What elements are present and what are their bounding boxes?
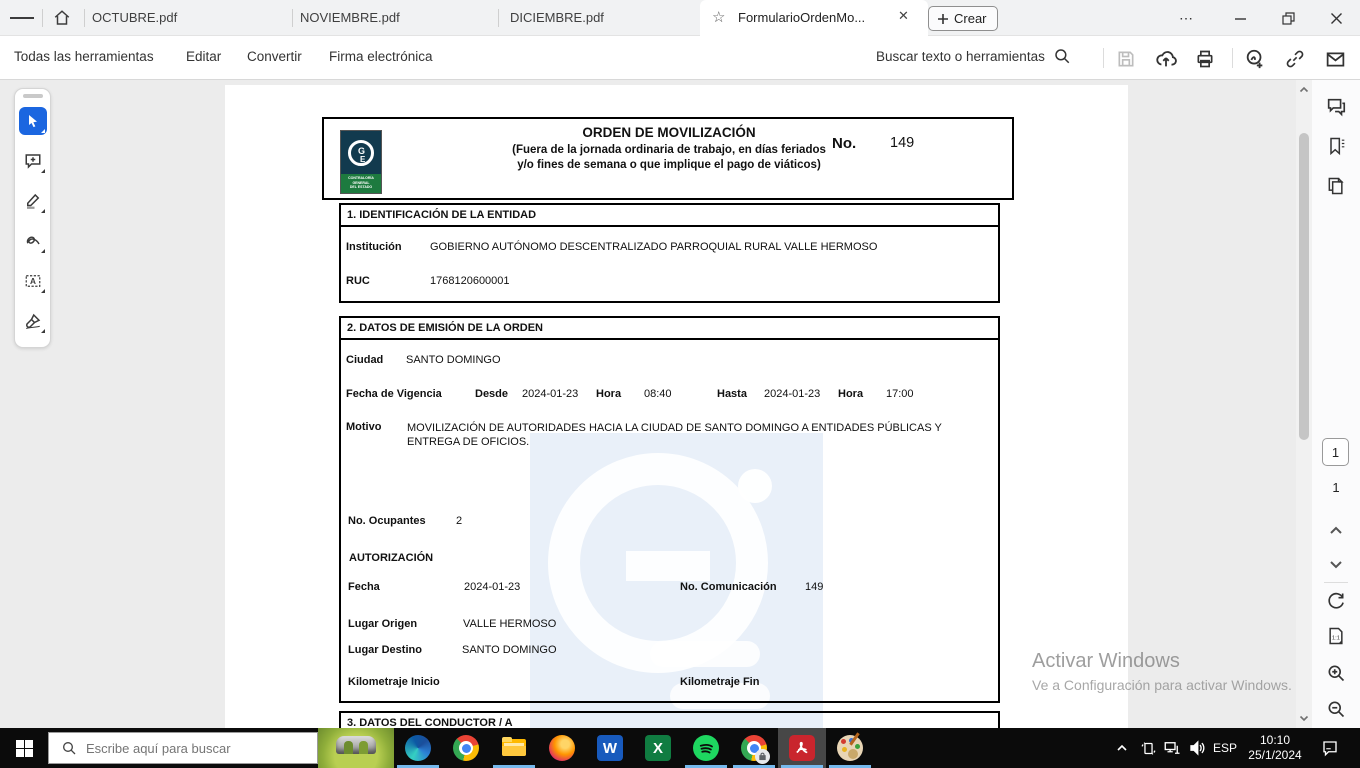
- taskbar-acrobat-icon[interactable]: [778, 728, 826, 768]
- svg-text:A: A: [30, 277, 36, 286]
- panel-drag-handle[interactable]: [23, 94, 43, 98]
- action-center-icon[interactable]: [1318, 728, 1342, 768]
- menu-icon[interactable]: [10, 6, 34, 30]
- form-title: ORDEN DE MOVILIZACIÓN: [582, 125, 756, 140]
- logo-caption-2: GENERAL: [352, 180, 370, 185]
- fecha-value: 2024-01-23: [464, 581, 521, 593]
- destino-label: Lugar Destino: [348, 644, 422, 656]
- section-identificacion: [339, 203, 1000, 303]
- highlight-tool[interactable]: [19, 187, 47, 215]
- search-icon: [1053, 47, 1071, 65]
- next-page-icon[interactable]: [1323, 551, 1349, 577]
- scrollbar-thumb[interactable]: [1299, 133, 1309, 440]
- windows-taskbar: [0, 728, 1360, 768]
- vertical-scrollbar[interactable]: [1296, 80, 1312, 728]
- taskbar-paint-icon[interactable]: [826, 728, 874, 768]
- page-total: 1: [1332, 480, 1340, 495]
- activate-line1: Activar Windows: [1032, 650, 1180, 672]
- form-subtitle-1: (Fuera de la jornada ordinaria de trabajo, en días feriados: [512, 144, 826, 156]
- volume-icon[interactable]: [1185, 728, 1209, 768]
- taskbar-clock[interactable]: [1242, 728, 1308, 768]
- tab-octubre-pdf[interactable]: OCTUBRE.pdf: [92, 10, 178, 25]
- tab-formulario-active[interactable]: [700, 0, 928, 36]
- section-datos-conductor: [339, 711, 1000, 728]
- hora2-label: Hora: [838, 388, 864, 400]
- autorizacion-title: AUTORIZACIÓN: [349, 552, 434, 564]
- section3-title: 3. DATOS DEL CONDUCTOR / A: [347, 717, 513, 728]
- news-widget-image[interactable]: [318, 728, 394, 768]
- divider: [1103, 48, 1104, 68]
- taskbar-chrome-icon[interactable]: [442, 728, 490, 768]
- logo-e: E: [360, 155, 366, 164]
- text-box-icon: [24, 272, 42, 290]
- windows-logo-icon: [16, 740, 33, 757]
- fecha-label: Fecha: [348, 581, 380, 593]
- section-datos-emision: [339, 316, 1000, 703]
- cursor-icon: [25, 113, 41, 129]
- search-icon: [61, 740, 77, 756]
- draw-tool[interactable]: [19, 227, 47, 255]
- previous-page-icon[interactable]: [1323, 518, 1349, 544]
- cloud-upload-icon[interactable]: [1153, 46, 1179, 72]
- divider: [84, 9, 85, 27]
- highlighter-icon: [24, 192, 42, 210]
- origen-label: Lugar Origen: [348, 618, 418, 630]
- menu-all-tools[interactable]: Todas las herramientas: [14, 49, 154, 64]
- vigencia-label: Fecha de Vigencia: [346, 388, 442, 400]
- close-tab-icon[interactable]: ✕: [898, 8, 909, 23]
- divider: [1324, 582, 1348, 583]
- form-header: [322, 117, 1014, 200]
- plus-icon: [937, 13, 949, 25]
- fountain-pen-icon: [24, 312, 42, 330]
- form-subtitle-2: y/o fines de semana o que implique el pago de viáticos): [517, 159, 821, 171]
- section2-title: 2. DATOS DE EMISIÓN DE LA ORDEN: [341, 318, 998, 340]
- search-tools-label: Buscar texto o herramientas: [876, 48, 1045, 64]
- menu-convert[interactable]: Convertir: [247, 49, 302, 64]
- taskbar-search-input[interactable]: [86, 741, 286, 756]
- request-signatures-icon[interactable]: [1242, 46, 1268, 72]
- toolbar: [0, 36, 1360, 80]
- comunicacion-value: 149: [805, 581, 824, 593]
- taskbar-edge-icon[interactable]: [394, 728, 442, 768]
- add-comment-tool[interactable]: [19, 147, 47, 175]
- tray-expand-icon[interactable]: [1110, 728, 1134, 768]
- right-panel-rail: [1312, 80, 1360, 728]
- logo-caption-1: CONTRALORÍA: [348, 176, 374, 180]
- motivo-label: Motivo: [346, 421, 382, 433]
- title-bar: [0, 0, 1360, 36]
- add-text-box-tool[interactable]: [19, 267, 47, 295]
- hasta-label: Hasta: [717, 388, 747, 400]
- taskbar-firefox-icon[interactable]: [538, 728, 586, 768]
- motivo-value: MOVILIZACIÓN DE AUTORIDADES HACIA LA CIUDAD DE SANTO DOMINGO A ENTIDADES PÚBLICAS Y ENTREGA DE OFICIOS.: [407, 422, 942, 448]
- more-options-icon[interactable]: ⋯: [1179, 9, 1193, 26]
- form-no-value: 149: [890, 135, 915, 151]
- save-icon: [1113, 46, 1139, 72]
- start-button[interactable]: [0, 728, 48, 768]
- taskbar-file-explorer-icon[interactable]: [490, 728, 538, 768]
- cge-logo: [340, 130, 382, 194]
- close-button[interactable]: [1316, 0, 1356, 36]
- institucion-value: GOBIERNO AUTÓNOMO DESCENTRALIZADO PARROQUIAL RURAL VALLE HERMOSO: [430, 241, 878, 253]
- tab-diciembre-pdf[interactable]: DICIEMBRE.pdf: [510, 10, 604, 25]
- hora1-value: 08:40: [644, 388, 672, 400]
- scroll-down-icon[interactable]: [1296, 710, 1312, 726]
- select-tool[interactable]: [19, 107, 47, 135]
- pdf-page[interactable]: [225, 85, 1128, 728]
- comments-panel-icon[interactable]: [1323, 94, 1349, 120]
- star-icon[interactable]: ☆: [712, 9, 726, 26]
- scroll-up-icon[interactable]: [1296, 82, 1312, 98]
- ocupantes-label: No. Ocupantes: [348, 515, 426, 527]
- zoom-out-icon[interactable]: [1323, 696, 1349, 722]
- km-inicio-label: Kilometraje Inicio: [348, 676, 440, 688]
- divider: [498, 9, 499, 27]
- taskbar-chrome-profile-icon[interactable]: [730, 728, 778, 768]
- home-icon[interactable]: [50, 6, 74, 30]
- section1-title: 1. IDENTIFICACIÓN DE LA ENTIDAD: [341, 205, 998, 227]
- fill-sign-tool[interactable]: [19, 307, 47, 335]
- km-fin-label: Kilometraje Fin: [680, 676, 760, 688]
- print-icon[interactable]: [1192, 46, 1218, 72]
- quick-tools-panel: [14, 88, 51, 348]
- logo-g: G: [358, 146, 366, 156]
- document-workspace: [0, 80, 1360, 728]
- ruc-label: RUC: [346, 275, 370, 287]
- destino-value: SANTO DOMINGO: [462, 644, 557, 656]
- active-tab-label: FormularioOrdenMo...: [738, 10, 866, 25]
- taskbar-search[interactable]: [48, 732, 318, 764]
- activate-line2: Ve a Configuración para activar Windows.: [1032, 677, 1292, 693]
- pages-panel-icon[interactable]: [1323, 173, 1349, 199]
- comment-plus-icon: [24, 152, 42, 170]
- page-zoom-fit-icon[interactable]: [1323, 623, 1349, 649]
- comunicacion-label: No. Comunicación: [680, 581, 777, 593]
- search-tools-button[interactable]: [876, 47, 1071, 65]
- tab-noviembre-pdf[interactable]: NOVIEMBRE.pdf: [300, 10, 400, 25]
- hasta-value: 2024-01-23: [764, 388, 821, 400]
- svg-text:1:1: 1:1: [1331, 635, 1340, 642]
- menu-edit[interactable]: Editar: [186, 49, 222, 64]
- restore-button[interactable]: [1268, 0, 1308, 36]
- rotate-page-icon[interactable]: [1323, 588, 1349, 614]
- hora1-label: Hora: [596, 388, 622, 400]
- desde-value: 2024-01-23: [522, 388, 579, 400]
- form-no-label: No.: [832, 135, 857, 152]
- menu-esign[interactable]: Firma electrónica: [329, 49, 433, 64]
- ocupantes-value: 2: [456, 515, 463, 527]
- taskbar-word-icon[interactable]: W: [586, 728, 634, 768]
- divider: [292, 9, 293, 27]
- draw-squiggle-icon: [24, 232, 42, 250]
- taskbar-excel-icon[interactable]: X: [634, 728, 682, 768]
- divider: [1232, 48, 1233, 68]
- language-indicator[interactable]: ESP: [1213, 741, 1238, 755]
- hora2-value: 17:00: [886, 388, 914, 400]
- mail-icon[interactable]: [1322, 46, 1348, 72]
- institucion-label: Institución: [346, 241, 402, 253]
- bookmarks-panel-icon[interactable]: [1323, 133, 1349, 159]
- page-number-input[interactable]: 1: [1322, 438, 1349, 466]
- ciudad-value: SANTO DOMINGO: [406, 354, 501, 366]
- clock-date: 25/1/2024: [1248, 748, 1302, 762]
- create-tab-button[interactable]: [928, 6, 998, 31]
- create-tab-label: Crear: [954, 11, 987, 26]
- minimize-button[interactable]: [1220, 0, 1260, 36]
- taskbar-spotify-icon[interactable]: [682, 728, 730, 768]
- ciudad-label: Ciudad: [346, 354, 384, 366]
- desde-label: Desde: [475, 388, 509, 400]
- logo-caption-3: DEL ESTADO: [349, 185, 373, 190]
- zoom-in-icon[interactable]: [1323, 660, 1349, 686]
- ruc-value: 1768120600001: [430, 275, 510, 287]
- network-icon[interactable]: [1160, 728, 1184, 768]
- origen-value: VALLE HERMOSO: [463, 618, 557, 630]
- tray-capture-icon[interactable]: [1136, 728, 1160, 768]
- link-icon[interactable]: [1282, 46, 1308, 72]
- clock-time: 10:10: [1259, 733, 1291, 747]
- divider: [42, 9, 43, 27]
- lock-badge-icon: [755, 749, 770, 764]
